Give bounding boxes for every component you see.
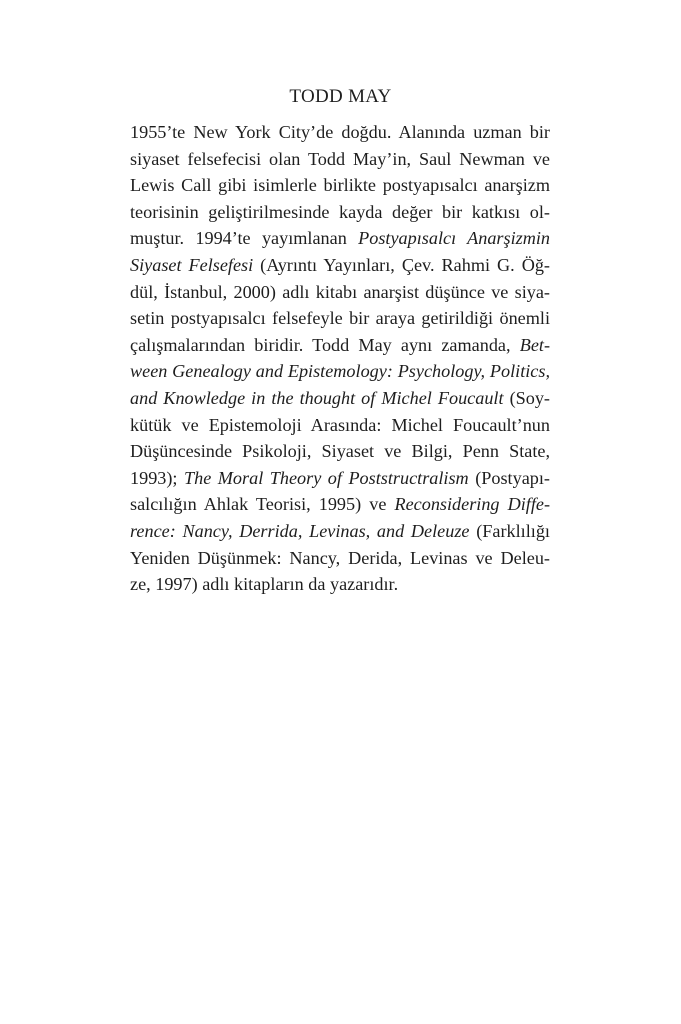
- bio-line: [130, 305, 550, 332]
- book-title-italic: Reconsidering Diffe-: [394, 494, 551, 515]
- bio-text: Lewis Call gibi isimlerle birlikte postyapısalcı anarşizm: [130, 175, 550, 196]
- bio-line: [130, 385, 550, 412]
- bio-text: (Postyapı-: [468, 467, 550, 488]
- bio-line: [130, 518, 550, 545]
- bio-line: [130, 571, 550, 598]
- author-heading: TODD MAY: [289, 86, 392, 107]
- bio-text: 1993);: [130, 467, 184, 488]
- bio-line: [130, 438, 550, 465]
- bio-line: [130, 225, 550, 252]
- bio-line: [130, 119, 550, 146]
- book-title-italic: The Moral Theory of Poststructralism: [184, 467, 469, 488]
- bio-line: [130, 412, 550, 439]
- book-title-italic: rence: Nancy, Derrida, Levinas, and Deleuze: [130, 520, 470, 541]
- bio-text: kütük ve Epistemoloji Arasında: Michel Foucault’nun: [130, 414, 550, 435]
- bio-text: teorisinin geliştirilmesinde kayda değer bir katkısı ol-: [130, 201, 550, 222]
- bio-text: Düşüncesinde Psikoloji, Siyaset ve Bilgi, Penn State,: [130, 441, 550, 462]
- author-biography: [130, 119, 550, 598]
- bio-text: dül, İstanbul, 2000) adlı kitabı anarşist düşünce ve siya-: [130, 281, 550, 302]
- book-title-italic: ween Genealogy and Epistemology: Psychology, Politics,: [130, 361, 550, 382]
- book-title-italic: and Knowledge in the thought of Michel Foucault: [130, 387, 504, 408]
- bio-text: (Farklılığı: [469, 520, 550, 541]
- bio-line: [130, 491, 550, 518]
- bio-text: muştur. 1994’te yayımlanan: [130, 228, 359, 249]
- bio-text: salcılığın Ahlak Teorisi, 1995) ve: [130, 494, 395, 515]
- book-title-italic: Siyaset Felsefesi: [130, 254, 254, 275]
- bio-line: [130, 465, 550, 492]
- bio-text: çalışmalarından biridir. Todd May aynı zamanda,: [130, 334, 520, 355]
- bio-line: [130, 545, 550, 572]
- bio-text: (Ayrıntı Yayınları, Çev. Rahmi G. Öğ-: [253, 254, 550, 275]
- bio-line: [130, 172, 550, 199]
- bio-line: [130, 199, 550, 226]
- bio-text: ze, 1997) adlı kitapların da yazarıdır.: [130, 574, 399, 595]
- bio-text: Yeniden Düşünmek: Nancy, Derida, Levinas ve Deleu-: [130, 547, 550, 568]
- book-title-italic: Postyapısalcı Anarşizmin: [358, 228, 550, 249]
- bio-text: setin postyapısalcı felsefeyle bir araya getirildiği önemli: [130, 308, 550, 329]
- bio-line: [130, 146, 550, 173]
- book-title-italic: Bet-: [519, 334, 550, 355]
- bio-text: (Soy-: [503, 387, 550, 408]
- bio-line: [130, 358, 550, 385]
- bio-line: [130, 332, 550, 359]
- bio-line: [130, 279, 550, 306]
- bio-line: [130, 252, 550, 279]
- bio-text: 1955’te New York City’de doğdu. Alanında uzman bir: [130, 122, 550, 142]
- bio-text: siyaset felsefecisi olan Todd May’in, Saul Newman ve: [130, 148, 550, 169]
